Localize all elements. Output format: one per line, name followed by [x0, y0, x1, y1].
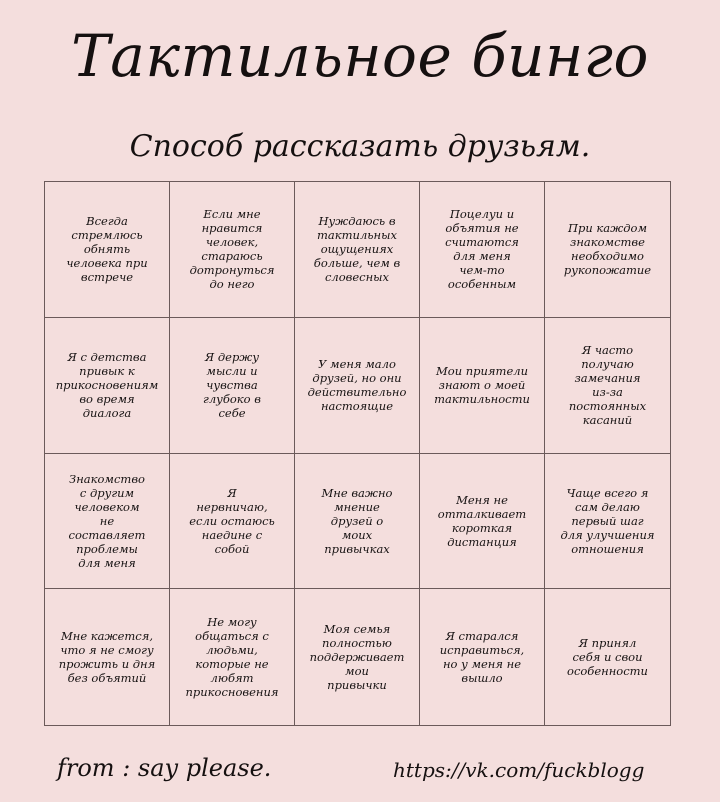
bingo-cell: Знакомство с другим человеком не составляет проблемы для меня — [45, 454, 170, 590]
bingo-cell: Всегда стремлюсь обнять человека при встрече — [45, 182, 170, 318]
bingo-cell: Меня не отталкивает короткая дистанция — [420, 454, 545, 590]
page-title: Тактильное бинго — [71, 22, 649, 90]
bingo-cell: Если мне нравится человек, стараюсь дотронуться до него — [170, 182, 295, 318]
bingo-cell: Нуждаюсь в тактильных ощущениях больше, чем в словесных — [295, 182, 420, 318]
bingo-cell: При каждом знакомстве необходимо рукопожатие — [545, 182, 670, 318]
bingo-cell: Я нервничаю, если остаюсь наедине с собой — [170, 454, 295, 590]
bingo-cell: Я старался исправиться, но у меня не вышло — [420, 589, 545, 725]
bingo-cell: Я часто получаю замечания из-за постоянных касаний — [545, 318, 670, 454]
bingo-cell: Я держу мысли и чувства глубоко в себе — [170, 318, 295, 454]
source-link[interactable]: https://vk.com/fuckblogg — [393, 758, 645, 782]
bingo-cell: Я принял себя и свои особенности — [567, 636, 648, 679]
bingo-cell: Я с детства привык к прикосновениям во время диалога — [45, 318, 170, 454]
bingo-cell: Поцелуи и объятия не считаются для меня чем-то особенным — [420, 182, 545, 318]
bingo-cell: Мои приятели знают о моей тактильности — [420, 318, 545, 454]
page-subtitle: Способ рассказать друзьям. — [129, 129, 591, 164]
bingo-grid — [44, 181, 671, 726]
bingo-cell: Моя семья полностью поддерживает мои привычки — [295, 589, 420, 725]
bingo-cell: Не могу общаться с людьми, которые не любят прикосновения — [170, 589, 295, 725]
bingo-cell: Мне кажется, что я не смогу прожить и дня без объятий — [45, 589, 170, 725]
credit-text: from : say please. — [57, 754, 272, 782]
bingo-cell: Чаще всего я сам делаю первый шаг для улучшения отношения — [545, 454, 670, 590]
bingo-cell: Мне важно мнение друзей о моих привычках — [295, 454, 420, 590]
bingo-cell: У меня мало друзей, но они действительно настоящие — [295, 318, 420, 454]
